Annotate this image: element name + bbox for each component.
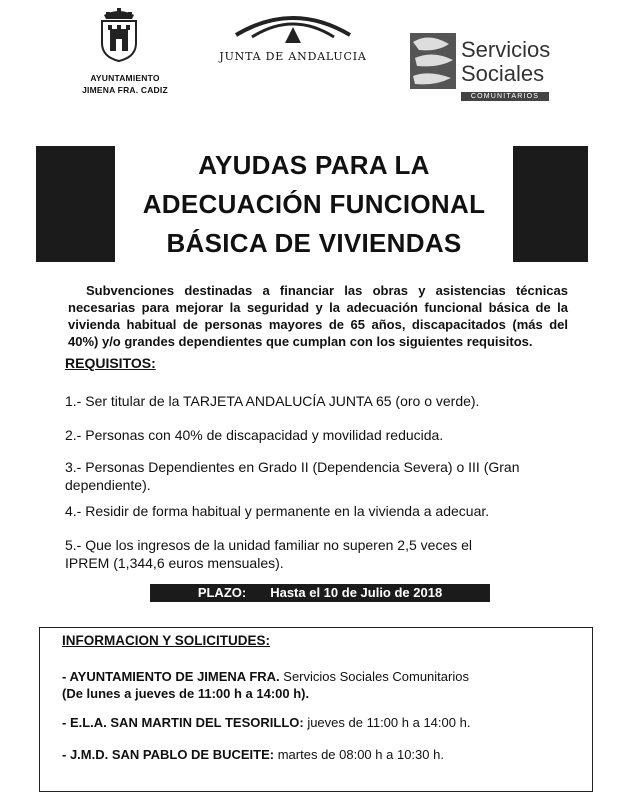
info-item1-rest: Servicios Sociales Comunitarios [279,669,469,684]
plazo-banner [150,584,490,602]
ayuntamiento-label [70,72,180,96]
servicios-sociales-title [461,38,550,86]
info-item2-name: - E.L.A. SAN MARTIN DEL TESORILLO: [62,715,304,730]
requisitos-heading: REQUISITOS: [65,355,156,371]
info-item-ela [62,714,577,731]
ayuntamiento-line2: JIMENA FRA. CADIZ [82,85,168,95]
title-line1: AYUDAS PARA LA [198,150,430,180]
ayuntamiento-line1: AYUNTAMIENTO [90,73,160,83]
requisito-5: 5.- Que los ingresos de la unidad familiar no superen 2,5 veces el IPREM (1,344,6 euros mensuales). [65,537,473,571]
servicios-sociales-subtitle: COMUNITARIOS [461,92,549,101]
intro-paragraph: Subvenciones destinadas a financiar las obras y asistencias técnicas necesarias para mejorar la seguridad y la adecuación funcional básica de la vivienda habitual de personas mayores de 65 años, discapacitados (más del 40%) y/o grandes dependientes que cumplan con los siguientes requisitos. [68,283,568,349]
servicios-line2: Sociales [461,61,545,86]
title-line2: ADECUACIÓN FUNCIONAL [142,189,486,219]
info-item2-hours: jueves de 11:00 h a 14:00 h. [303,715,471,730]
title-line3: BÁSICA DE VIVIENDAS [166,228,462,258]
info-heading: INFORMACION Y SOLICITUDES: [62,633,271,648]
info-item1-hours: (De lunes a jueves de 11:00 h a 14:00 h). [62,686,310,701]
plazo-value: Hasta el 10 de Julio de 2018 [270,585,443,600]
plazo-label: PLAZO: [197,585,247,600]
servicios-sociales-logo-icon [409,32,457,90]
requisito-3: 3.- Personas Dependientes en Grado II (Dependencia Severa) o III (Gran dependiente). [65,459,520,493]
junta-andalucia-label: JUNTA DE ANDALUCIA [219,50,367,63]
requisito-1: 1.- Ser titular de la TARJETA ANDALUCÍA JUNTA 65 (oro o verde). [65,393,480,409]
requisito-2: 2.- Personas con 40% de discapacidad y movilidad reducida. [65,427,444,443]
info-item3-hours: martes de 08:00 h a 10:30 h. [274,747,444,762]
info-box [39,627,593,792]
ayuntamiento-coat-of-arms-icon [96,5,142,63]
info-item1-name: - AYUNTAMIENTO DE JIMENA FRA. [62,669,280,684]
info-item-jmd [62,746,577,763]
info-item3-name: - J.M.D. SAN PABLO DE BUCEITE: [62,747,275,762]
servicios-line1: Servicios [461,37,551,62]
requisito-4: 4.- Residir de forma habitual y permanente en la vivienda a adecuar. [65,503,490,519]
junta-andalucia-logo-icon [230,5,356,49]
info-item-ayuntamiento [62,668,577,702]
page-title [115,146,513,263]
